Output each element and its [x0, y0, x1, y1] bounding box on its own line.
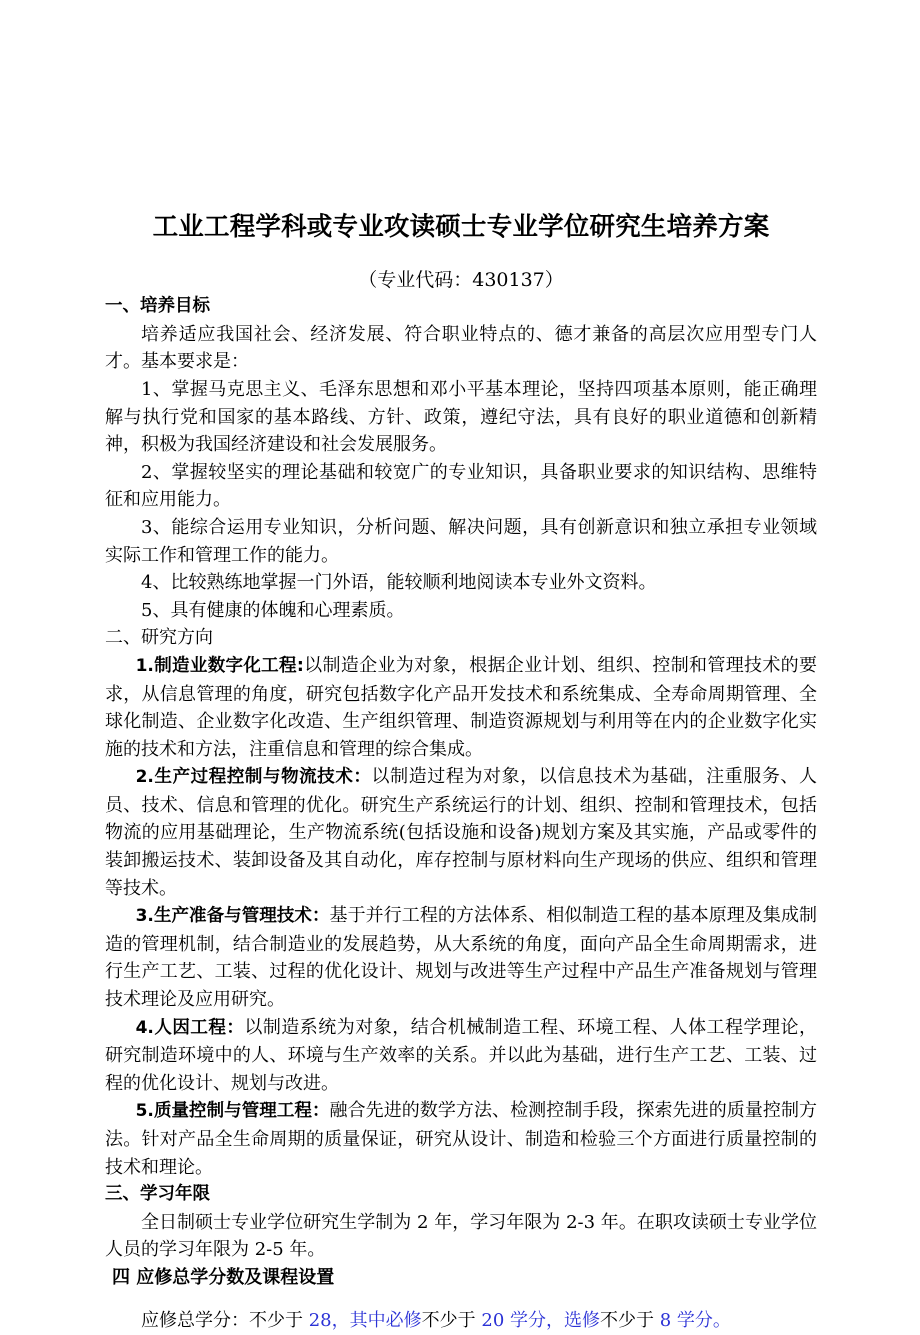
research-direction-2-name: 生产过程控制与物流技术：: [153, 767, 372, 788]
credits-text-part-6: 8 学分。: [659, 1310, 731, 1332]
training-objective-item-3: 3、能综合运用专业知识，分析问题、解决问题，具有创新意识和独立承担专业领域实际工作和管理工作的能力。: [105, 517, 817, 566]
page-title: 工业工程学科或专业攻读硕士专业学位研究生培养方案: [152, 212, 770, 242]
training-objective-item-5: 5、具有健康的体魄和心理素质。: [141, 599, 405, 621]
section-heading-training-objectives: 一、培养目标: [105, 296, 210, 317]
credits-text-part-2: 28，其中必修: [308, 1310, 422, 1332]
research-direction-4-number: 4.: [135, 1017, 154, 1038]
research-direction-2-body: 以制造过程为对象，以信息技术为基础，注重服务、人员、技术、信息和管理的优化。研究生产系统运行的计划、组织、控制和管理技术，包括物流的应用基础理论，生产物流系统(包括设施和设备)规划方案及其实施，产品或零件的装卸搬运技术、装卸设备及其自动化，库存控制与原材料向生产现场的供应、组织和管理等技术。: [105, 766, 817, 899]
training-objective-item-4: 4、比较熟练地掌握一门外语，能较顺利地阅读本专业外文资料。: [141, 572, 657, 594]
major-code-subtitle: （专业代码：430137）: [358, 268, 564, 291]
section-heading-research-directions: 二、研究方向: [105, 627, 213, 649]
section-heading-study-duration: 三、学习年限: [105, 1184, 210, 1205]
research-direction-3: [105, 902, 817, 1013]
research-direction-1-number: 1.: [135, 655, 154, 676]
research-direction-3-body: 基于并行工程的方法体系、相似制造工程的基本原理及集成制造的管理机制，结合制造业的发展趋势，从大系统的角度，面向产品全生命周期需求，进行生产工艺、工装、过程的优化设计、规划与改进等生产过程中产品生产准备规划与管理技术理论及应用研究。: [105, 905, 818, 1011]
research-direction-5-name: 质量控制与管理工程：: [153, 1101, 330, 1122]
credits-text-part-3: 不少于: [421, 1310, 482, 1332]
research-direction-4-body: 以制造系统为对象，结合机械制造工程、环境工程、人体工程学理论，研究制造环境中的人、环境与生产效率的关系。并以此为基础，进行生产工艺、工装、过程的优化设计、规划与改进。: [105, 1016, 817, 1094]
section-heading-total-credits: 四 应修总学分数及课程设置: [112, 1266, 335, 1288]
document-content: [105, 0, 817, 1335]
research-direction-5-number: 5.: [135, 1101, 154, 1122]
research-direction-5-body: 融合先进的数学方法、检测控制手段，探索先进的质量控制方法。针对产品全生命周期的质量保证，研究从设计、制造和检验三个方面进行质量控制的技术和理论。: [105, 1100, 818, 1178]
research-direction-4-name: 人因工程：: [153, 1017, 245, 1038]
training-objective-item-1: 1、掌握马克思主义、毛泽东思想和邓小平基本理论，坚持四项基本原则，能正确理解与执行党和国家的基本路线、方针、政策，遵纪守法，具有良好的职业道德和创新精神，积极为我国经济建设和社会发展服务。: [105, 379, 817, 456]
training-objectives-intro: 培养适应我国社会、经济发展、符合职业特点的、德才兼备的高层次应用型专门人才。基本要求是：: [105, 323, 817, 373]
study-duration-body: 全日制硕士专业学位研究生学制为 2 年，学习年限为 2-3 年。在职攻读硕士专业学位人员的学习年限为 2-5 年。: [105, 1211, 817, 1261]
research-direction-4: [105, 1014, 817, 1098]
research-direction-2: [105, 763, 817, 902]
research-direction-3-name: 生产准备与管理技术：: [153, 906, 330, 927]
research-direction-1: [105, 652, 817, 763]
research-direction-2-number: 2.: [135, 767, 154, 788]
training-objective-item-2: 2、掌握较坚实的理论基础和较宽广的专业知识，具备职业要求的知识结构、思维特征和应用能力。: [105, 461, 817, 511]
total-credits-line: [105, 1307, 817, 1335]
research-direction-1-body: 以制造企业为对象，根据企业计划、组织、控制和管理技术的要求，从信息管理的角度，研究包括数字化产品开发技术和系统集成、全寿命周期管理、全球化制造、企业数字化改造、生产组织管理、制造资源规划与利用等在内的企业数字化实施的技术和方法，注重信息和管理的综合集成。: [105, 654, 818, 760]
credits-text-part-1: 应修总学分：不少于: [141, 1310, 309, 1332]
credits-text-part-5: 不少于: [600, 1310, 660, 1332]
research-direction-3-number: 3.: [135, 906, 154, 927]
research-direction-1-name: 制造业数字化工程:: [153, 655, 304, 676]
credits-spacer: [105, 1291, 817, 1307]
research-direction-5: [105, 1097, 817, 1181]
credits-text-part-4: 20 学分，选修: [481, 1310, 601, 1332]
